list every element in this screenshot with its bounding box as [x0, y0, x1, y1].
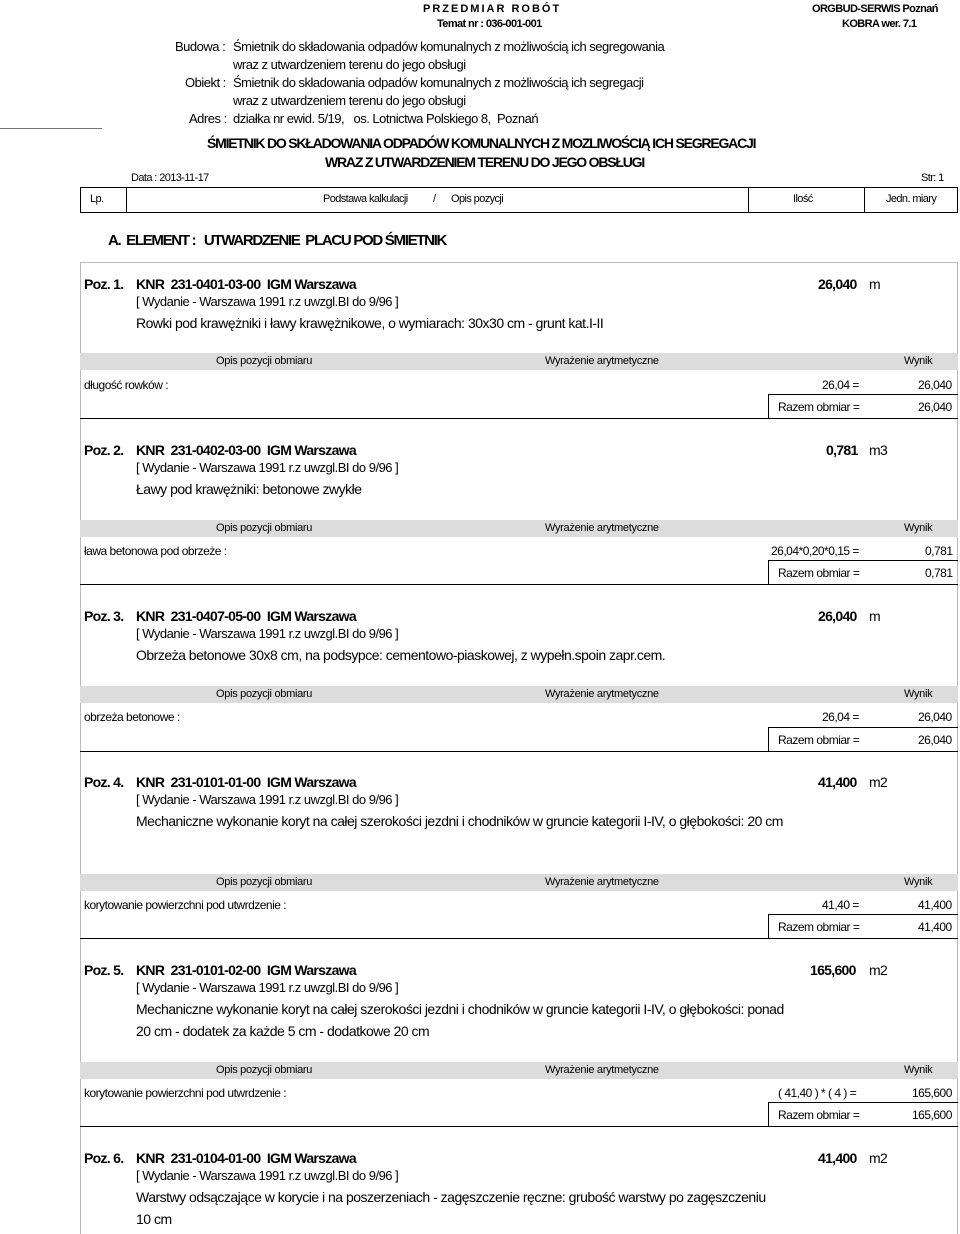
measurement-desc-header: Opis pozycji obmiaru: [216, 355, 313, 367]
doc-title-line2: WRAZ Z UTWARDZENIEM TERENU DO JEGO OBSŁUGI: [325, 154, 645, 170]
measurement-result: 41,400: [918, 898, 952, 912]
measurement-expression: 26,04 =: [822, 710, 859, 724]
position-edition: [ Wydanie - Warszawa 1991 r.z uwzgl.BI do 9/96 ]: [136, 460, 399, 475]
position-edition: [ Wydanie - Warszawa 1991 r.z uwzgl.BI do 9/96 ]: [136, 1168, 399, 1183]
measurement-label: obrzeża betonowe :: [84, 710, 180, 724]
position-unit: m: [869, 276, 880, 292]
position-description: Warstwy odsączające w korycie i na poszerzeniach - zagęszczenie ręczne: grubość warstwy po zagęszczeniu 10 cm: [136, 1189, 766, 1227]
column-divider: [864, 187, 865, 213]
position-unit: m: [869, 608, 880, 624]
razem-border: [768, 1102, 769, 1126]
position-separator: [80, 418, 958, 419]
razem-border: [768, 914, 769, 938]
razem-value: 0,781: [925, 566, 953, 580]
measurement-header-bar: [80, 686, 958, 703]
razem-label: Razem obmiar =: [778, 566, 860, 580]
razem-label: Razem obmiar =: [778, 1108, 860, 1122]
measurement-desc-header: Opis pozycji obmiaru: [216, 688, 313, 700]
column-lp: Lp.: [90, 193, 104, 205]
column-header-top-border: [80, 187, 958, 188]
measurement-label: ława betonowa pod obrzeże :: [84, 544, 227, 558]
position-description: Ławy pod krawężniki: betonowe zwykłe: [136, 481, 362, 497]
adres-label: Adres :: [189, 111, 227, 126]
position-separator: [80, 938, 958, 939]
adres-value: działka nr ewid. 5/19, os. Lotnictwa Polskiego 8, Poznań: [233, 111, 539, 126]
position-description: Mechaniczne wykonanie koryt na całej szerokości jezdni i chodników w gruncie kategorii I-IV, o głębokości: ponad 20 cm - dodatek za każde 5 cm - dodatkowe 20 cm: [136, 1001, 784, 1039]
software-version: KOBRA wer. 7.1: [842, 18, 917, 30]
measurement-label: korytowanie powierzchni pod utwrdzenie :: [84, 1086, 287, 1100]
measurement-label: korytowanie powierzchni pod utwrdzenie :: [84, 898, 287, 912]
budowa-line2: wraz z utwardzeniem terenu do jego obsługi: [233, 57, 466, 72]
position-separator: [80, 584, 958, 585]
document-type-title: PRZEDMIAR ROBÓT: [423, 3, 562, 15]
position-edition: [ Wydanie - Warszawa 1991 r.z uwzgl.BI do 9/96 ]: [136, 294, 399, 309]
position-unit: m2: [869, 962, 888, 978]
position-unit: m2: [869, 774, 888, 790]
budowa-label: Budowa :: [175, 39, 226, 54]
element-title: A. ELEMENT : UTWARDZENIE PLACU POD ŚMIETNIK: [108, 232, 447, 249]
measurement-desc-header: Opis pozycji obmiaru: [216, 1064, 313, 1076]
measurement-expression: 26,04 =: [822, 378, 859, 392]
position-edition: [ Wydanie - Warszawa 1991 r.z uwzgl.BI do 9/96 ]: [136, 792, 399, 807]
position-quantity: 26,040: [818, 608, 857, 624]
razem-label: Razem obmiar =: [778, 400, 860, 414]
position-description: Rowki pod krawężniki i ławy krawężnikowe, o wymiarach: 30x30 cm - grunt kat.I-II: [136, 315, 604, 331]
column-divider: [126, 187, 127, 213]
razem-value: 41,400: [918, 920, 952, 934]
razem-border: [768, 1102, 958, 1103]
measurement-expression: ( 41,40 ) * ( 4 ) =: [778, 1086, 857, 1100]
position-code: KNR 231-0402-03-00 IGM Warszawa: [136, 442, 356, 458]
obiekt-label: Obiekt :: [185, 75, 226, 90]
measurement-result: 165,600: [912, 1086, 952, 1100]
razem-border: [768, 394, 958, 395]
razem-border: [768, 727, 958, 728]
razem-value: 165,600: [912, 1108, 952, 1122]
measurement-header-bar: [80, 874, 958, 891]
position-code: KNR 231-0401-03-00 IGM Warszawa: [136, 276, 356, 292]
razem-border: [768, 560, 958, 561]
position-code: KNR 231-0407-05-00 IGM Warszawa: [136, 608, 356, 624]
razem-label: Razem obmiar =: [778, 733, 860, 747]
content-top-border: [80, 262, 958, 263]
content-left-border: [80, 262, 81, 1234]
position-number: Poz. 6.: [84, 1150, 124, 1166]
position-edition: [ Wydanie - Warszawa 1991 r.z uwzgl.BI do 9/96 ]: [136, 626, 399, 641]
razem-border: [768, 914, 958, 915]
measurement-expr-header: Wyrażenie arytmetyczne: [545, 1064, 659, 1076]
doc-title-line1: ŚMIETNIK DO SKŁADOWANIA ODPADÓW KOMUNALNYCH Z MOZLIWOŚCIĄ ICH SEGREGACJI: [207, 135, 756, 151]
measurement-header-bar: [80, 353, 958, 370]
position-number: Poz. 4.: [84, 774, 124, 790]
position-number: Poz. 2.: [84, 442, 124, 458]
measurement-result-header: Wynik: [904, 355, 933, 367]
column-opis: Opis pozycji: [451, 193, 504, 205]
position-quantity: 41,400: [818, 774, 857, 790]
position-unit: m3: [869, 442, 888, 458]
temat-number: Temat nr : 036-001-001: [437, 18, 542, 30]
measurement-expr-header: Wyrażenie arytmetyczne: [545, 876, 659, 888]
obiekt-line2: wraz z utwardzeniem terenu do jego obsługi: [233, 93, 466, 108]
measurement-desc-header: Opis pozycji obmiaru: [216, 876, 313, 888]
razem-value: 26,040: [918, 733, 952, 747]
measurement-result: 26,040: [918, 378, 952, 392]
measurement-label: długość rowków :: [84, 378, 169, 392]
measurement-result: 26,040: [918, 710, 952, 724]
razem-label: Razem obmiar =: [778, 920, 860, 934]
position-description: Obrzeża betonowe 30x8 cm, na podsypce: cementowo-piaskowej, z wypełn.spoin zapr.cem.: [136, 647, 666, 663]
measurement-expr-header: Wyrażenie arytmetyczne: [545, 355, 659, 367]
position-number: Poz. 1.: [84, 276, 124, 292]
measurement-expr-header: Wyrażenie arytmetyczne: [545, 688, 659, 700]
column-slash: /: [433, 193, 436, 205]
obiekt-line1: Śmietnik do składowania odpadów komunalnych z możliwością ich segregacji: [233, 75, 644, 90]
company-name: ORGBUD-SERWIS Poznań: [812, 3, 938, 15]
measurement-header-bar: [80, 1062, 958, 1079]
measurement-result-header: Wynik: [904, 876, 933, 888]
position-description: Mechaniczne wykonanie koryt na całej szerokości jezdni i chodników w gruncie kategorii I-IV, o głębokości: 20 cm: [136, 813, 783, 829]
position-code: KNR 231-0101-01-00 IGM Warszawa: [136, 774, 356, 790]
column-divider: [748, 187, 749, 213]
column-podstawa: Podstawa kalkulacji: [323, 193, 408, 205]
content-right-border: [957, 262, 958, 1234]
column-divider: [957, 187, 958, 213]
razem-border: [768, 560, 769, 584]
column-ilosc: Ilość: [793, 193, 813, 205]
position-quantity: 165,600: [810, 962, 856, 978]
position-separator: [80, 1126, 958, 1127]
page-number: Str: 1: [921, 172, 944, 184]
position-number: Poz. 3.: [84, 608, 124, 624]
measurement-desc-header: Opis pozycji obmiaru: [216, 522, 313, 534]
razem-border: [768, 727, 769, 751]
measurement-expression: 41,40 =: [822, 898, 859, 912]
measurement-result-header: Wynik: [904, 688, 933, 700]
position-quantity: 0,781: [826, 442, 858, 458]
position-edition: [ Wydanie - Warszawa 1991 r.z uwzgl.BI do 9/96 ]: [136, 980, 399, 995]
position-unit: m2: [869, 1150, 888, 1166]
position-number: Poz. 5.: [84, 962, 124, 978]
column-header-bottom-border: [80, 212, 958, 213]
document-date: Data : 2013-11-17: [131, 172, 209, 184]
razem-value: 26,040: [918, 400, 952, 414]
budowa-line1: Śmietnik do składowania odpadów komunalnych z możliwością ich segregowania: [233, 39, 665, 54]
measurement-header-bar: [80, 520, 958, 537]
measurement-result: 0,781: [925, 544, 953, 558]
measurement-result-header: Wynik: [904, 1064, 933, 1076]
column-jedn: Jedn. miary: [886, 193, 937, 205]
margin-divider: [0, 128, 102, 129]
razem-border: [768, 394, 769, 418]
measurement-result-header: Wynik: [904, 522, 933, 534]
measurement-expr-header: Wyrażenie arytmetyczne: [545, 522, 659, 534]
measurement-expression: 26,04*0,20*0,15 =: [771, 544, 859, 558]
position-code: KNR 231-0104-01-00 IGM Warszawa: [136, 1150, 356, 1166]
column-divider: [80, 187, 81, 213]
position-quantity: 26,040: [818, 276, 857, 292]
position-separator: [80, 751, 958, 752]
position-code: KNR 231-0101-02-00 IGM Warszawa: [136, 962, 356, 978]
position-quantity: 41,400: [818, 1150, 857, 1166]
